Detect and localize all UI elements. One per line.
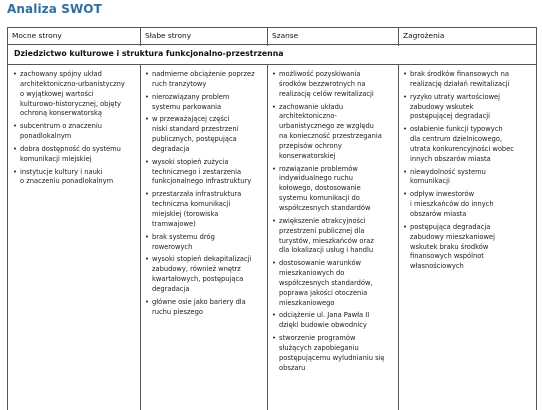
bullet: •: [272, 164, 276, 173]
list-item-line: wysoki stopień dekapitalizacji: [152, 255, 252, 264]
list-item-line: nadmierne obciążenie poprzez: [152, 70, 255, 78]
strengths-column: [13, 70, 138, 190]
list-item-line: postępująca degradacja: [410, 222, 491, 231]
list-item-line: przestrzeni publicznej dla: [279, 226, 365, 235]
list-item-line: zabudowy, również wnętrz: [152, 265, 241, 274]
list-item: [145, 93, 265, 113]
list-item-line: wysoki stopień zużycia: [152, 157, 229, 166]
list-item-line: mieszkaniowego: [279, 298, 335, 307]
list-item-line: osłabienie funkcji typowych: [410, 125, 503, 134]
bullet: •: [403, 222, 407, 231]
swot-table: [7, 27, 537, 410]
bullet: •: [272, 102, 276, 111]
bullet: •: [403, 125, 407, 134]
list-item-line: urbanistycznego ze względu: [279, 122, 374, 131]
list-item: [272, 103, 396, 162]
bullet: •: [145, 297, 149, 306]
list-item-line: mieszkaniowych do: [279, 269, 345, 278]
list-item: [145, 70, 265, 90]
list-item-line: nierozwiązany problem: [152, 92, 230, 101]
list-item: [145, 233, 265, 253]
column-divider: [267, 28, 268, 46]
list-item-line: architektoniczno-urbanistyczny: [20, 79, 125, 88]
list-item-line: ruchu pieszego: [152, 307, 203, 316]
page-title: Analiza SWOT: [7, 2, 102, 16]
list-item-line: zabudowy wskutek: [410, 102, 474, 111]
list-item-line: niewydolność systemu: [410, 167, 486, 176]
list-item-line: turystów, mieszkańców oraz: [279, 236, 374, 245]
list-item: [145, 158, 265, 188]
list-item-line: współczesnych standardów: [279, 203, 371, 212]
list-item: [13, 122, 138, 142]
weaknesses-column: [145, 70, 265, 320]
list-item-line: degradacja: [152, 144, 190, 153]
list-item-line: brak systemu dróg: [152, 232, 215, 241]
list-item-line: zabudowy mieszkaniowej: [410, 232, 495, 241]
bullet: •: [13, 122, 17, 131]
bullet: •: [13, 70, 17, 78]
bullet: •: [403, 92, 407, 101]
list-item-line: tramwajowe): [152, 219, 196, 228]
bullet: •: [272, 334, 276, 343]
list-item-line: kulturowo-historycznej, objęty: [20, 99, 121, 108]
list-item: [13, 70, 138, 119]
list-item-line: realizację celów rewitalizacji: [279, 89, 374, 98]
column-divider: [398, 28, 399, 46]
list-item: [145, 298, 265, 318]
list-item: [403, 168, 535, 188]
list-item-line: postępującej degradacji: [410, 112, 490, 121]
list-item-line: odpływ inwestorów: [410, 190, 475, 199]
bullet: •: [145, 255, 149, 264]
list-item-line: dobra dostępność do systemu: [20, 144, 121, 153]
list-item-line: środków bezzwrotnych na: [279, 79, 366, 88]
list-item-line: innych obszarów miasta: [410, 154, 491, 163]
bullet: •: [403, 167, 407, 176]
list-item: [403, 190, 535, 220]
bullet: •: [145, 92, 149, 101]
list-item-line: dla lokalizacji usług i handlu: [279, 246, 374, 255]
bullet: •: [272, 70, 276, 78]
list-item: [272, 259, 396, 308]
list-item-line: i mieszkańców do innych: [410, 200, 494, 209]
list-item-line: rozwiązanie problemów: [279, 164, 358, 173]
list-item: [403, 70, 535, 90]
list-item: [272, 217, 396, 256]
list-item-line: poprawa jakości otoczenia: [279, 288, 368, 297]
list-item-line: degradacja: [152, 284, 190, 293]
list-item: [403, 125, 535, 164]
list-item-line: odciążenie ul. Jana Pawła II: [279, 311, 370, 320]
list-item-line: współczesnych standardów,: [279, 278, 373, 287]
list-item-line: przepisów ochrony: [279, 141, 342, 150]
list-item-line: dla centrum dzielnicowego,: [410, 135, 503, 144]
list-item-line: systemu parkowania: [152, 102, 222, 111]
list-item-line: rowerowych: [152, 242, 193, 251]
list-item: [403, 223, 535, 272]
list-item-line: finansowych wspólnot: [410, 252, 484, 261]
list-item-line: zwiększenie atrakcyjności: [279, 216, 366, 225]
list-item-line: w przeważającej części: [152, 115, 230, 124]
list-item-line: indywidualnego ruchu: [279, 174, 354, 183]
list-item-line: własnościowych: [410, 262, 464, 271]
bullet: •: [272, 311, 276, 320]
list-item-line: dostosowanie warunków: [279, 259, 362, 268]
list-item-line: publicznych, postępująca: [152, 135, 237, 144]
opportunities-column: [272, 70, 396, 376]
column-divider: [140, 28, 141, 46]
list-item-line: instytucje kultury i nauki: [20, 167, 103, 176]
list-item-line: ponadlokalnym: [20, 132, 72, 141]
list-item: [13, 145, 138, 165]
list-item: [272, 311, 396, 331]
bullet: •: [145, 232, 149, 241]
list-item-line: zachowany spójny układ: [20, 70, 102, 78]
list-item-line: wskutek braku środków: [410, 242, 489, 251]
list-item-line: niski standard przestrzeni: [152, 125, 239, 134]
list-item: [403, 93, 535, 123]
list-item-line: subcentrum o znaczeniu: [20, 122, 102, 131]
list-item-line: dzięki budowie obwodnicy: [279, 321, 367, 330]
list-item-line: techniczna komunikacji: [152, 200, 231, 209]
bullet: •: [272, 259, 276, 268]
list-item: [272, 70, 396, 100]
header-opportunities: Szanse: [272, 31, 299, 40]
list-item: [13, 168, 138, 188]
list-item-line: główne osie jako bariery dla: [152, 297, 246, 306]
bullet: •: [13, 144, 17, 153]
list-item: [272, 334, 396, 373]
list-item-line: ruch tranzytowy: [152, 79, 207, 88]
section-row: [8, 46, 536, 65]
bullet: •: [145, 190, 149, 199]
list-item-line: na konieczność przestrzegania: [279, 132, 382, 141]
bullet: •: [403, 70, 407, 78]
list-item-line: o znaczeniu ponadlokalnym: [20, 177, 114, 186]
list-item-line: służących zapobieganiu: [279, 343, 359, 352]
section-title: Dziedzictwo kulturowe i struktura funkcjonalno-przestrzenna: [14, 49, 284, 58]
threats-column: [403, 70, 535, 275]
list-item-line: brak środków finansowych na: [410, 70, 510, 78]
list-item-line: utrata konkurencyjności wobec: [410, 144, 514, 153]
list-item-line: systemu komunikacji do: [279, 194, 360, 203]
list-item-line: o wyjątkowej wartości: [20, 89, 94, 98]
list-item-line: miejskiej (torowiska: [152, 209, 219, 218]
table-header-row: [8, 28, 536, 45]
column-divider: [140, 65, 141, 410]
list-item-line: obszarów miasta: [410, 209, 467, 218]
list-item-line: kołowego, dostosowanie: [279, 184, 361, 193]
list-item-line: stworzenie programów: [279, 334, 356, 343]
bullet: •: [403, 190, 407, 199]
list-item-line: technicznego i zestarzenia: [152, 167, 242, 176]
bullet: •: [145, 157, 149, 166]
list-item-line: przestarzała infrastruktura: [152, 190, 242, 199]
list-item-line: komunikacji: [410, 177, 450, 186]
header-strengths: Mocne strony: [12, 31, 62, 40]
list-item-line: ochroną konserwatorską: [20, 109, 102, 118]
list-item-line: kwartałowych, postępująca: [152, 275, 244, 284]
list-item-line: obszaru: [279, 363, 306, 372]
column-divider: [267, 65, 268, 410]
list-item: [272, 165, 396, 214]
list-item-line: komunikacji miejskiej: [20, 154, 92, 163]
list-item-line: postępującemu wyludnianiu się: [279, 353, 385, 362]
header-threats: Zagrożenia: [403, 31, 445, 40]
list-item-line: konserwatorskiej: [279, 151, 336, 160]
list-item-line: architektoniczno-: [279, 112, 337, 121]
list-item-line: ryzyko utraty wartościowej: [410, 92, 501, 101]
list-item-line: funkcjonalnego infrastruktury: [152, 177, 252, 186]
header-weaknesses: Słabe strony: [145, 31, 192, 40]
bullet: •: [272, 216, 276, 225]
list-item: [145, 190, 265, 229]
list-item: [145, 255, 265, 294]
bullet: •: [145, 115, 149, 124]
list-item-line: realizację działań rewitalizacji: [410, 79, 510, 88]
bullet: •: [145, 70, 149, 78]
bullet: •: [13, 167, 17, 176]
list-item-line: zachowanie układu: [279, 102, 344, 111]
column-divider: [398, 65, 399, 410]
list-item: [145, 115, 265, 154]
list-item-line: możliwość pozyskiwania: [279, 70, 361, 78]
